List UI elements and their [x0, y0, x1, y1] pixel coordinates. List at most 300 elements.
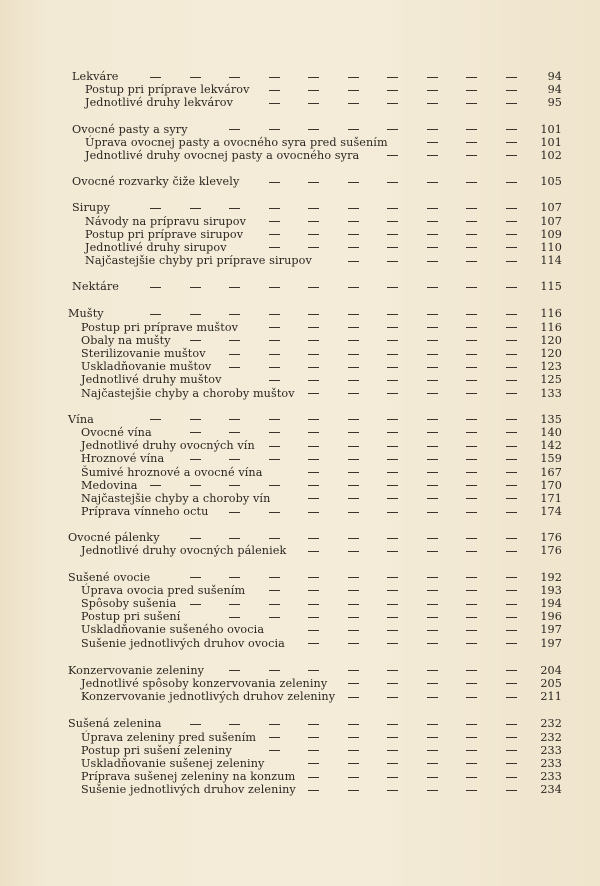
- entry-title: Jednotlivé druhy sirupov: [85, 240, 227, 254]
- leader-dash: [506, 551, 517, 552]
- page-number: 142: [540, 439, 562, 453]
- leader-dash: [506, 287, 517, 288]
- leader-dash: [466, 77, 477, 78]
- leader-dash: [427, 327, 438, 328]
- leader-dash: [506, 617, 517, 618]
- leader-dash: [387, 604, 398, 605]
- leader-dash: [466, 155, 477, 156]
- leader-dash: [269, 750, 280, 751]
- leader-dash: [190, 314, 201, 315]
- leader-dash: [427, 604, 438, 605]
- leader-dash: [308, 763, 319, 764]
- leader-dash: [506, 432, 517, 433]
- entry-title: Najčastejšie chyby a choroby muštov: [81, 386, 295, 400]
- leader-dash: [506, 590, 517, 591]
- toc-section: [0, 571, 600, 650]
- leader-dash: [506, 498, 517, 499]
- leader-dash: [466, 182, 477, 183]
- leader-dash: [387, 670, 398, 671]
- leader-dash: [387, 590, 398, 591]
- leader-dash: [466, 485, 477, 486]
- leader-dash: [269, 380, 280, 381]
- leader-dash: [348, 208, 359, 209]
- leader-dash: [269, 604, 280, 605]
- entry-title: Príprava sušenej zeleniny na konzum: [81, 770, 296, 784]
- toc-subentry: [0, 744, 600, 757]
- page-number: 101: [540, 135, 562, 149]
- leader-dash: [190, 485, 201, 486]
- leader-dash: [269, 459, 280, 460]
- entry-title: Mušty: [68, 307, 104, 321]
- toc-subentry: [0, 452, 600, 465]
- leader-dash: [387, 763, 398, 764]
- toc-chapter-entry: [0, 717, 600, 730]
- leader-dash: [348, 551, 359, 552]
- page-number: 116: [540, 320, 562, 334]
- leader-dash: [427, 393, 438, 394]
- leader-dash: [308, 208, 319, 209]
- leader-dash: [387, 354, 398, 355]
- leader-dash: [229, 577, 240, 578]
- leader-dash: [506, 763, 517, 764]
- leader-dash: [308, 590, 319, 591]
- leader-dash: [427, 538, 438, 539]
- leader-dash: [387, 485, 398, 486]
- toc-subentry: [0, 83, 600, 96]
- leader-dash: [427, 234, 438, 235]
- entry-title: Obaly na mušty: [81, 333, 171, 347]
- leader-dash: [308, 287, 319, 288]
- leader-dash: [387, 750, 398, 751]
- entry-title: Najčastejšie chyby pri príprave sirupov: [85, 254, 312, 268]
- leader-dash: [348, 590, 359, 591]
- leader-dash: [348, 577, 359, 578]
- entry-title: Návody na prípravu sirupov: [85, 214, 247, 228]
- leader-dash: [348, 697, 359, 698]
- leader-dash: [308, 327, 319, 328]
- leader-dash: [506, 142, 517, 143]
- leader-dash: [269, 208, 280, 209]
- leader-dash: [387, 459, 398, 460]
- leader-dash: [269, 182, 280, 183]
- leader-dash: [229, 340, 240, 341]
- leader-dash: [427, 551, 438, 552]
- leader-dash: [387, 683, 398, 684]
- leader-dash: [427, 155, 438, 156]
- leader-dash: [190, 340, 201, 341]
- leader-dash: [427, 683, 438, 684]
- leader-dash: [506, 367, 517, 368]
- leader-dash: [506, 446, 517, 447]
- leader-dash: [427, 498, 438, 499]
- leader-dash: [308, 221, 319, 222]
- leader-dash: [506, 208, 517, 209]
- page-number: 114: [540, 254, 562, 268]
- entry-title: Príprava vínneho octu: [81, 505, 209, 519]
- entry-title: Najčastejšie chyby a choroby vín: [81, 491, 271, 505]
- leader-dash: [308, 459, 319, 460]
- leader-dash: [506, 90, 517, 91]
- leader-dash: [427, 221, 438, 222]
- leader-dash: [269, 247, 280, 248]
- entry-title: Postup pri príprave lekvárov: [85, 83, 250, 97]
- leader-dash: [308, 129, 319, 130]
- page-number: 123: [540, 360, 562, 374]
- leader-dash: [387, 617, 398, 618]
- leader-dash: [466, 327, 477, 328]
- toc-subentry: [0, 757, 600, 770]
- toc-section: [0, 123, 600, 163]
- leader-dash: [150, 287, 161, 288]
- leader-dash: [269, 590, 280, 591]
- leader-dash: [348, 790, 359, 791]
- leader-dash: [466, 367, 477, 368]
- leader-dash: [348, 287, 359, 288]
- leader-dash: [466, 630, 477, 631]
- toc-subentry: [0, 584, 600, 597]
- leader-dash: [387, 155, 398, 156]
- leader-dash: [348, 367, 359, 368]
- leader-dash: [506, 129, 517, 130]
- leader-dash: [427, 103, 438, 104]
- leader-dash: [308, 234, 319, 235]
- leader-dash: [466, 354, 477, 355]
- page-number: 107: [540, 201, 562, 215]
- leader-dash: [348, 129, 359, 130]
- leader-dash: [427, 354, 438, 355]
- entry-title: Postup pri príprave sirupov: [85, 227, 244, 241]
- leader-dash: [229, 354, 240, 355]
- leader-dash: [190, 604, 201, 605]
- leader-dash: [506, 155, 517, 156]
- leader-dash: [387, 737, 398, 738]
- leader-dash: [348, 103, 359, 104]
- leader-dash: [387, 643, 398, 644]
- leader-dash: [506, 577, 517, 578]
- entry-title: Medovina: [81, 478, 138, 492]
- leader-dash: [387, 314, 398, 315]
- leader-dash: [190, 432, 201, 433]
- leader-dash: [506, 380, 517, 381]
- entry-title: Šumivé hroznové a ovocné vína: [81, 465, 263, 479]
- leader-dash: [506, 459, 517, 460]
- leader-dash: [387, 777, 398, 778]
- leader-dash: [150, 485, 161, 486]
- toc-subentry: [0, 770, 600, 783]
- leader-dash: [308, 724, 319, 725]
- leader-dash: [387, 247, 398, 248]
- leader-dash: [348, 617, 359, 618]
- leader-dash: [348, 327, 359, 328]
- leader-dash: [348, 393, 359, 394]
- toc-subentry: [0, 149, 600, 162]
- leader-dash: [190, 459, 201, 460]
- entry-title: Postup pri sušení zeleniny: [81, 743, 232, 757]
- leader-dash: [466, 724, 477, 725]
- leader-dash: [466, 90, 477, 91]
- entry-title: Jednotlivé spôsoby konzervovania zeleniny: [81, 676, 328, 690]
- leader-dash: [427, 208, 438, 209]
- leader-dash: [427, 287, 438, 288]
- leader-dash: [506, 512, 517, 513]
- leader-dash: [150, 419, 161, 420]
- leader-dash: [506, 261, 517, 262]
- page-number: 197: [540, 623, 562, 637]
- leader-dash: [348, 432, 359, 433]
- toc-chapter-entry: [0, 280, 600, 293]
- leader-dash: [466, 142, 477, 143]
- leader-dash: [427, 182, 438, 183]
- toc-chapter-entry: [0, 201, 600, 214]
- leader-dash: [308, 472, 319, 473]
- leader-dash: [308, 103, 319, 104]
- leader-dash: [308, 790, 319, 791]
- page-number: 176: [540, 531, 562, 545]
- page-number: 232: [540, 717, 562, 731]
- leader-dash: [269, 432, 280, 433]
- leader-dash: [506, 314, 517, 315]
- leader-dash: [506, 683, 517, 684]
- page-number: 232: [540, 730, 562, 744]
- leader-dash: [506, 670, 517, 671]
- leader-dash: [308, 77, 319, 78]
- entry-title: Úprava ovocia pred sušením: [81, 583, 246, 597]
- leader-dash: [466, 432, 477, 433]
- entry-title: Hroznové vína: [81, 452, 165, 466]
- toc-section: [0, 717, 600, 796]
- toc-subentry: [0, 466, 600, 479]
- leader-dash: [308, 670, 319, 671]
- leader-dash: [348, 340, 359, 341]
- leader-dash: [269, 90, 280, 91]
- leader-dash: [506, 790, 517, 791]
- entry-title: Sušenie jednotlivých druhov ovocia: [81, 636, 285, 650]
- leader-dash: [348, 498, 359, 499]
- leader-dash: [269, 367, 280, 368]
- leader-dash: [308, 737, 319, 738]
- leader-dash: [308, 577, 319, 578]
- leader-dash: [387, 261, 398, 262]
- leader-dash: [466, 750, 477, 751]
- leader-dash: [190, 577, 201, 578]
- leader-dash: [269, 234, 280, 235]
- entry-title: Ovocné vína: [81, 425, 152, 439]
- leader-dash: [348, 485, 359, 486]
- leader-dash: [387, 724, 398, 725]
- leader-dash: [308, 340, 319, 341]
- leader-dash: [150, 314, 161, 315]
- toc-section: [0, 175, 600, 188]
- leader-dash: [506, 77, 517, 78]
- leader-dash: [348, 446, 359, 447]
- leader-dash: [427, 577, 438, 578]
- entry-title: Uskladňovanie sušenej zeleniny: [81, 756, 265, 770]
- leader-dash: [387, 498, 398, 499]
- entry-title: Úprava ovocnej pasty a ovocného syra pred sušením: [85, 135, 388, 149]
- leader-dash: [466, 314, 477, 315]
- leader-dash: [229, 459, 240, 460]
- entry-title: Sirupy: [72, 201, 110, 215]
- leader-dash: [229, 724, 240, 725]
- toc-subentry: [0, 254, 600, 267]
- leader-dash: [427, 777, 438, 778]
- page-number: 193: [540, 583, 562, 597]
- toc-subentry: [0, 690, 600, 703]
- entry-title: Uskladňovanie sušeného ovocia: [81, 623, 265, 637]
- leader-dash: [466, 340, 477, 341]
- leader-dash: [229, 604, 240, 605]
- leader-dash: [348, 314, 359, 315]
- leader-dash: [308, 498, 319, 499]
- entry-title: Konzervovanie jednotlivých druhov zeleniny: [81, 690, 336, 704]
- leader-dash: [427, 697, 438, 698]
- leader-dash: [387, 790, 398, 791]
- entry-title: Sušená zelenina: [68, 717, 162, 731]
- leader-dash: [387, 90, 398, 91]
- toc-chapter-entry: [0, 175, 600, 188]
- leader-dash: [506, 777, 517, 778]
- page-number: 116: [540, 307, 562, 321]
- leader-dash: [387, 697, 398, 698]
- leader-dash: [466, 472, 477, 473]
- leader-dash: [506, 103, 517, 104]
- leader-dash: [466, 103, 477, 104]
- leader-dash: [427, 485, 438, 486]
- toc-subentry: [0, 439, 600, 452]
- leader-dash: [466, 261, 477, 262]
- toc-subentry: [0, 360, 600, 373]
- leader-dash: [506, 472, 517, 473]
- leader-dash: [308, 630, 319, 631]
- page-number: 192: [540, 570, 562, 584]
- page-number: 133: [540, 386, 562, 400]
- leader-dash: [308, 182, 319, 183]
- leader-dash: [466, 737, 477, 738]
- leader-dash: [269, 485, 280, 486]
- leader-dash: [466, 577, 477, 578]
- leader-dash: [190, 419, 201, 420]
- leader-dash: [190, 538, 201, 539]
- leader-dash: [427, 90, 438, 91]
- leader-dash: [348, 261, 359, 262]
- toc-section: [0, 70, 600, 110]
- leader-dash: [466, 419, 477, 420]
- leader-dash: [506, 234, 517, 235]
- leader-dash: [387, 221, 398, 222]
- toc-section: [0, 280, 600, 293]
- leader-dash: [427, 247, 438, 248]
- toc-subentry: [0, 623, 600, 636]
- leader-dash: [427, 380, 438, 381]
- leader-dash: [466, 129, 477, 130]
- leader-dash: [190, 77, 201, 78]
- toc-chapter-entry: [0, 307, 600, 320]
- toc-section: [0, 307, 600, 399]
- toc-subentry: [0, 610, 600, 623]
- leader-dash: [466, 538, 477, 539]
- leader-dash: [229, 538, 240, 539]
- leader-dash: [466, 790, 477, 791]
- leader-dash: [229, 287, 240, 288]
- page-number: 107: [540, 214, 562, 228]
- leader-dash: [269, 340, 280, 341]
- leader-dash: [466, 247, 477, 248]
- toc-subentry: [0, 96, 600, 109]
- leader-dash: [308, 512, 319, 513]
- leader-dash: [348, 182, 359, 183]
- leader-dash: [506, 354, 517, 355]
- toc-subentry: [0, 373, 600, 386]
- page-number: 233: [540, 756, 562, 770]
- page-number: 233: [540, 743, 562, 757]
- leader-dash: [229, 485, 240, 486]
- entry-title: Uskladňovanie muštov: [81, 360, 212, 374]
- leader-dash: [387, 380, 398, 381]
- entry-title: Sušené ovocie: [68, 570, 151, 584]
- leader-dash: [427, 763, 438, 764]
- leader-dash: [348, 750, 359, 751]
- leader-dash: [427, 340, 438, 341]
- leader-dash: [427, 630, 438, 631]
- entry-title: Ovocné rozvarky čiže klevely: [72, 175, 240, 189]
- toc-chapter-entry: [0, 531, 600, 544]
- leader-dash: [269, 129, 280, 130]
- leader-dash: [387, 446, 398, 447]
- leader-dash: [387, 472, 398, 473]
- page-number: 211: [540, 690, 562, 704]
- leader-dash: [387, 129, 398, 130]
- toc-subentry: [0, 783, 600, 796]
- leader-dash: [150, 77, 161, 78]
- leader-dash: [466, 221, 477, 222]
- leader-dash: [348, 77, 359, 78]
- leader-dash: [308, 367, 319, 368]
- entry-title: Ovocné pálenky: [68, 531, 160, 545]
- page-number: 115: [540, 280, 562, 294]
- leader-dash: [348, 604, 359, 605]
- leader-dash: [427, 446, 438, 447]
- leader-dash: [269, 287, 280, 288]
- leader-dash: [269, 419, 280, 420]
- leader-dash: [506, 630, 517, 631]
- leader-dash: [466, 208, 477, 209]
- page-number: 94: [547, 70, 562, 83]
- page-number: 120: [540, 333, 562, 347]
- leader-dash: [427, 472, 438, 473]
- toc-subentry: [0, 479, 600, 492]
- leader-dash: [348, 683, 359, 684]
- leader-dash: [427, 724, 438, 725]
- entry-title: Spôsoby sušenia: [81, 597, 177, 610]
- entry-title: Postup pri sušení: [81, 610, 181, 624]
- page-number: 109: [540, 227, 562, 241]
- page-number: 197: [540, 636, 562, 650]
- page-number: 171: [540, 491, 562, 505]
- leader-dash: [348, 670, 359, 671]
- leader-dash: [269, 724, 280, 725]
- leader-dash: [506, 221, 517, 222]
- leader-dash: [387, 432, 398, 433]
- leader-dash: [427, 590, 438, 591]
- leader-dash: [308, 750, 319, 751]
- leader-dash: [506, 604, 517, 605]
- leader-dash: [269, 446, 280, 447]
- leader-dash: [348, 512, 359, 513]
- leader-dash: [348, 777, 359, 778]
- leader-dash: [427, 367, 438, 368]
- leader-dash: [506, 327, 517, 328]
- leader-dash: [387, 208, 398, 209]
